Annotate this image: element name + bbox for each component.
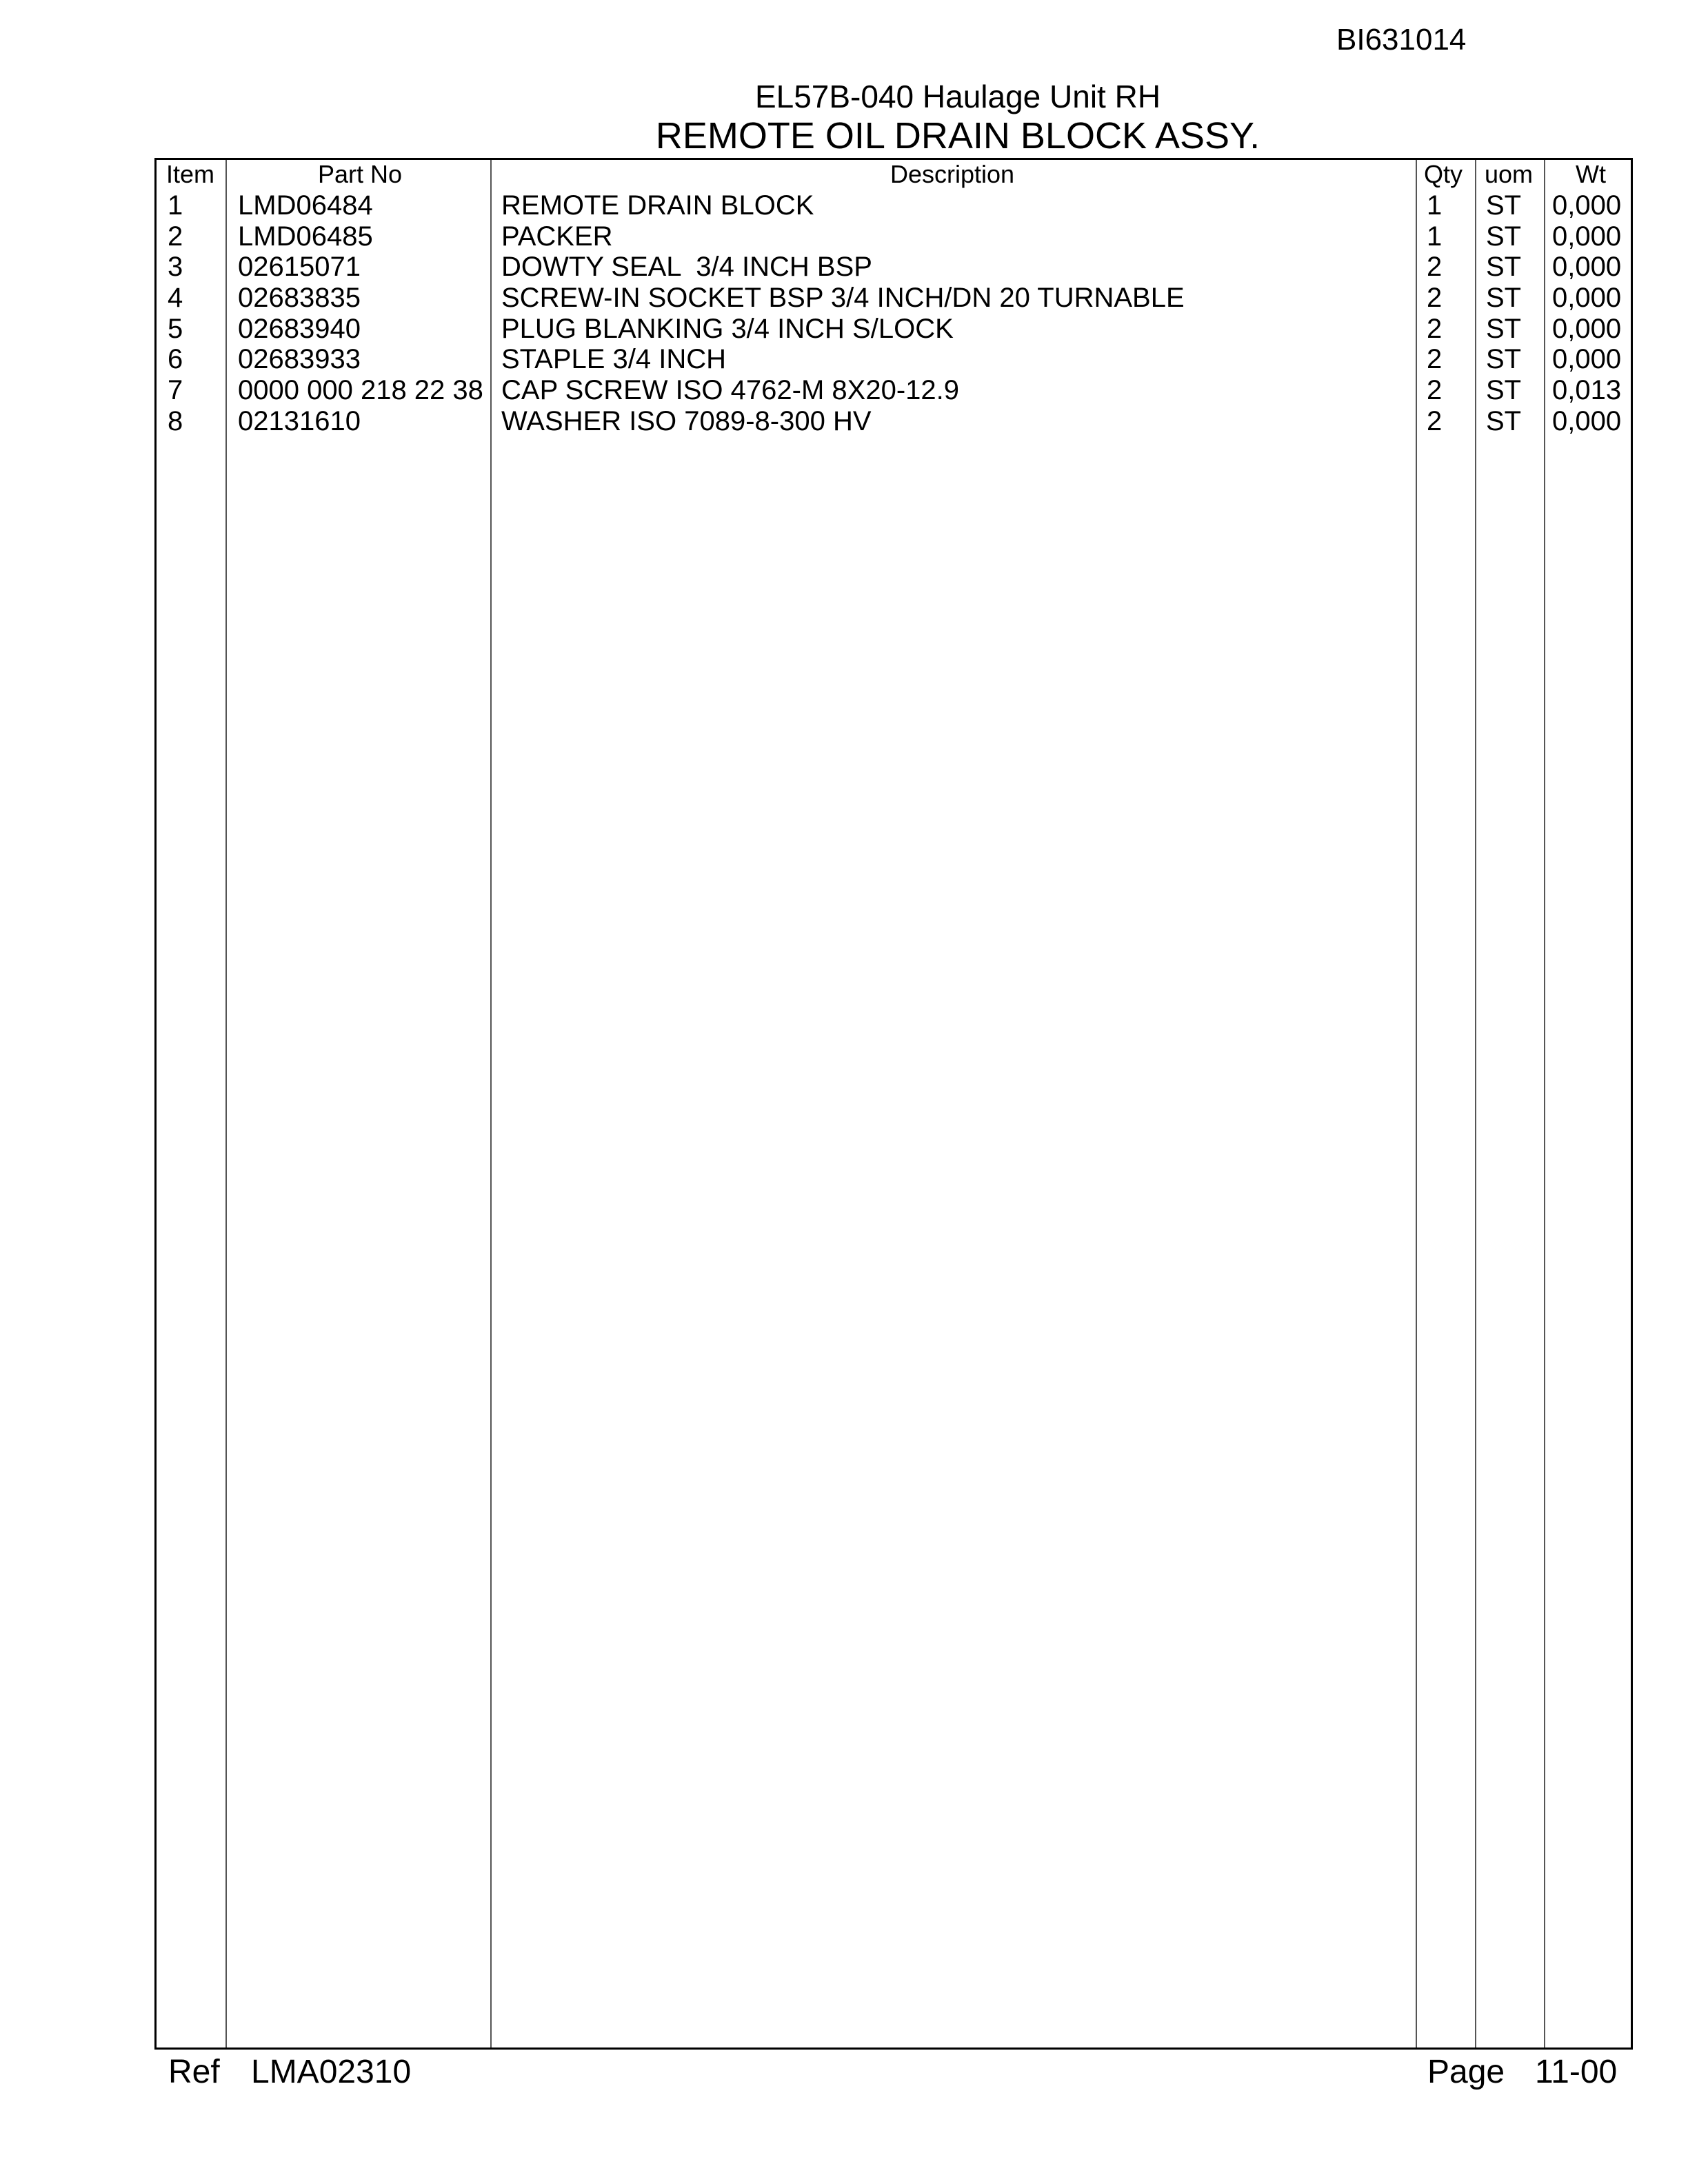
table-row — [157, 252, 1631, 283]
item-number: 6 — [168, 344, 183, 375]
part-description: REMOTE DRAIN BLOCK — [501, 190, 814, 221]
footer-ref-label: Ref — [168, 2054, 220, 2090]
parts-table — [154, 158, 1633, 2050]
unit-of-measure: ST — [1486, 221, 1522, 252]
weight: 0,013 — [1552, 375, 1622, 406]
header-wt: Wt — [1576, 160, 1606, 188]
unit-of-measure: ST — [1486, 344, 1522, 375]
weight: 0,000 — [1552, 252, 1622, 283]
unit-of-measure: ST — [1486, 252, 1522, 283]
table-row — [157, 221, 1631, 252]
weight: 0,000 — [1552, 405, 1622, 436]
footer-ref-number: LMA02310 — [251, 2054, 412, 2090]
part-number: 02683940 — [238, 313, 361, 344]
part-description: DOWTY SEAL 3/4 INCH BSP — [501, 252, 872, 283]
quantity: 2 — [1427, 283, 1443, 314]
header-uom: uom — [1485, 160, 1534, 188]
weight: 0,000 — [1552, 344, 1622, 375]
quantity: 1 — [1427, 221, 1443, 252]
item-number: 7 — [168, 375, 183, 406]
header-part-no: Part No — [318, 160, 403, 188]
part-description: CAP SCREW ISO 4762-M 8X20-12.9 — [501, 375, 959, 406]
item-number: 1 — [168, 190, 183, 221]
unit-of-measure: ST — [1486, 313, 1522, 344]
weight: 0,000 — [1552, 313, 1622, 344]
item-number: 3 — [168, 252, 183, 283]
part-number: 02683933 — [238, 344, 361, 375]
unit-of-measure: ST — [1486, 283, 1522, 314]
table-row — [157, 283, 1631, 314]
item-number: 5 — [168, 313, 183, 344]
column-divider — [1475, 160, 1476, 2048]
part-number: LMD06485 — [238, 221, 373, 252]
document-id: BI631014 — [1336, 23, 1467, 57]
part-number: LMD06484 — [238, 190, 373, 221]
column-divider — [1416, 160, 1417, 2048]
weight: 0,000 — [1552, 190, 1622, 221]
part-description: SCREW-IN SOCKET BSP 3/4 INCH/DN 20 TURNABLE — [501, 283, 1185, 314]
assembly-subtitle: REMOTE OIL DRAIN BLOCK ASSY. — [655, 115, 1260, 156]
part-description: PACKER — [501, 221, 613, 252]
part-number: 02683835 — [238, 283, 361, 314]
column-divider — [225, 160, 227, 2048]
item-number: 2 — [168, 221, 183, 252]
table-row — [157, 314, 1631, 345]
weight: 0,000 — [1552, 283, 1622, 314]
column-divider — [1544, 160, 1545, 2048]
unit-of-measure: ST — [1486, 375, 1522, 406]
table-row — [157, 375, 1631, 406]
assembly-title: EL57B-040 Haulage Unit RH — [754, 79, 1161, 114]
quantity: 2 — [1427, 405, 1443, 436]
header-qty: Qty — [1424, 160, 1463, 188]
part-description: STAPLE 3/4 INCH — [501, 344, 727, 375]
item-number: 8 — [168, 405, 183, 436]
quantity: 2 — [1427, 375, 1443, 406]
quantity: 2 — [1427, 252, 1443, 283]
part-description: WASHER ISO 7089-8-300 HV — [501, 405, 872, 436]
table-body — [157, 190, 1631, 437]
unit-of-measure: ST — [1486, 190, 1522, 221]
table-row — [157, 190, 1631, 221]
unit-of-measure: ST — [1486, 405, 1522, 436]
column-divider — [490, 160, 492, 2048]
header-description: Description — [890, 160, 1015, 188]
part-number: 0000 000 218 22 38 — [238, 375, 483, 406]
part-description: PLUG BLANKING 3/4 INCH S/LOCK — [501, 313, 954, 344]
quantity: 2 — [1427, 344, 1443, 375]
quantity: 2 — [1427, 313, 1443, 344]
footer-page-number: 11-00 — [1535, 2054, 1618, 2090]
weight: 0,000 — [1552, 221, 1622, 252]
quantity: 1 — [1427, 190, 1443, 221]
table-row — [157, 406, 1631, 437]
part-number: 02615071 — [238, 252, 361, 283]
header-item: Item — [166, 160, 215, 188]
table-row — [157, 344, 1631, 375]
footer-page-label: Page — [1427, 2054, 1505, 2090]
item-number: 4 — [168, 283, 183, 314]
part-number: 02131610 — [238, 405, 361, 436]
